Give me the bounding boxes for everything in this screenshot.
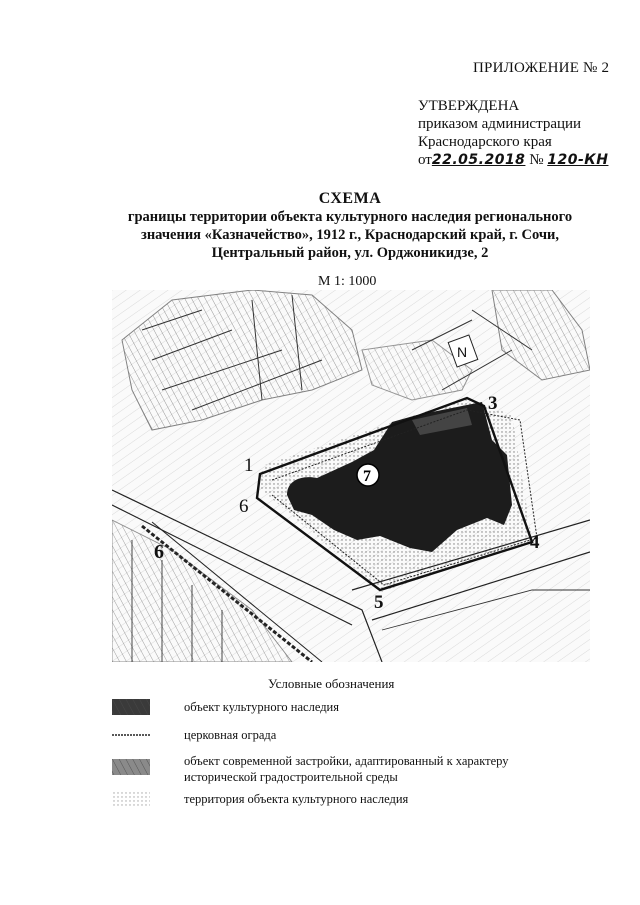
number-prefix: № — [529, 152, 544, 168]
order-line-1: приказом администрации — [418, 116, 582, 132]
map-scale: М 1: 1000 — [318, 274, 377, 289]
approved-label: УТВЕРЖДЕНА — [418, 98, 520, 114]
order-date: 22.05.2018 — [431, 152, 526, 168]
order-line-2: Краснодарского края — [418, 134, 552, 150]
date-prefix: от — [418, 152, 432, 168]
legend-item-modern-building — [112, 753, 508, 785]
side-label-6: 6 — [154, 541, 164, 563]
legend-title: Условные обозначения — [268, 676, 395, 691]
title-heading: СХЕМА — [318, 190, 382, 207]
title-line-2: значения «Казначейство», 1912 г., Краснодарский край, г. Сочи, — [141, 227, 559, 243]
legend-item-church-fence — [112, 727, 276, 743]
order-number: 120-КН — [547, 152, 609, 168]
order-date-line — [418, 151, 608, 169]
cadastral-map — [112, 290, 590, 662]
point-label-3: 3 — [488, 393, 498, 414]
legend-label: объект культурного наследия — [184, 700, 339, 714]
appendix-label: ПРИЛОЖЕНИЕ № 2 — [473, 60, 610, 76]
point-label-4: 4 — [530, 532, 540, 553]
legend-label: объект современной застройки, адаптированный к характеру — [184, 754, 509, 768]
legend-swatch-dotted — [112, 791, 150, 807]
point-label-6: 6 — [239, 496, 249, 517]
object-number-marker — [357, 464, 379, 486]
approval-block — [418, 97, 608, 169]
point-label-5: 5 — [374, 592, 384, 613]
legend-swatch-dark — [112, 699, 150, 715]
title-line-1: границы территории объекта культурного наследия регионального — [127, 209, 573, 225]
legend-swatch-hatch — [112, 759, 150, 775]
legend-label: церковная ограда — [184, 728, 277, 742]
title-line-3: Центральный район, ул. Орджоникидзе, 2 — [211, 245, 489, 261]
object-number: 7 — [363, 468, 371, 485]
legend-item-heritage-object — [112, 699, 339, 715]
point-label-1: 1 — [244, 455, 254, 476]
legend-swatch-line — [112, 727, 150, 743]
legend-item-territory — [112, 791, 408, 807]
legend-label: территория объекта культурного наследия — [184, 792, 409, 806]
north-marker-letter: N — [457, 344, 468, 360]
document-title — [80, 190, 620, 262]
legend-label-continued: исторической градостроительной среды — [184, 770, 398, 784]
